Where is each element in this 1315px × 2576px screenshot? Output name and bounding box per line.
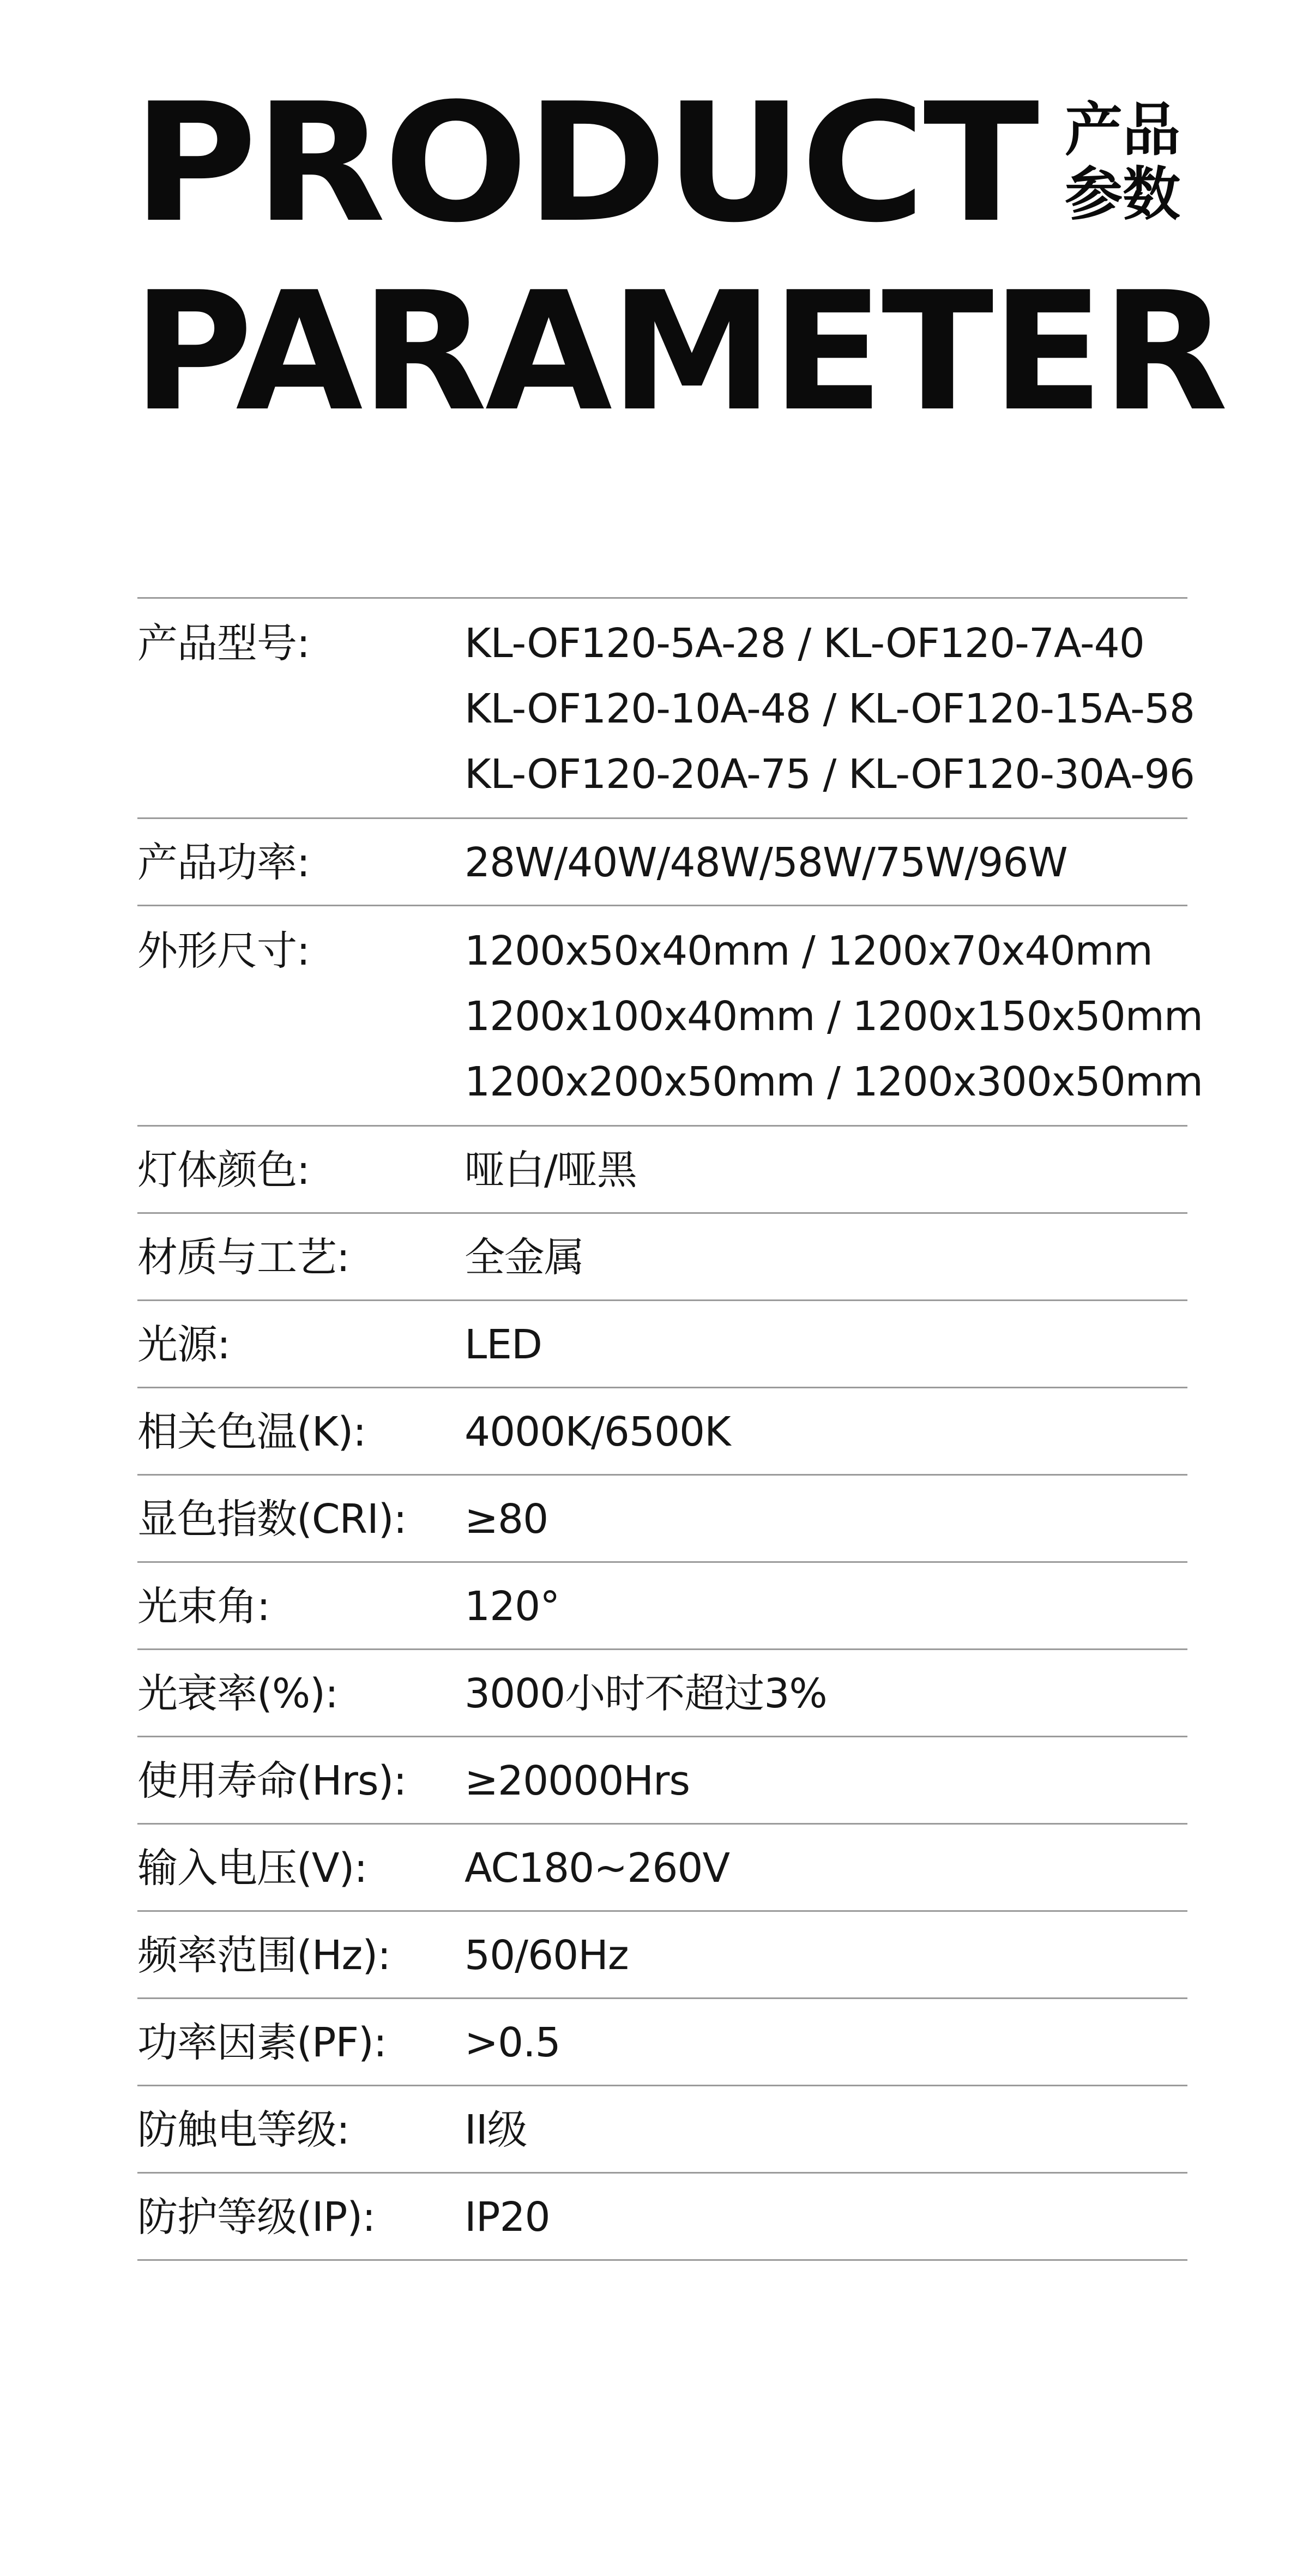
- spec-row: [137, 2174, 1187, 2261]
- spec-label: 材质与工艺:: [137, 1234, 349, 1281]
- spec-values: [465, 1486, 1187, 1552]
- spec-value: 1200x100x40mm / 1200x150x50mm: [465, 993, 1203, 1040]
- spec-value: 28W/40W/48W/58W/75W/96W: [465, 839, 1067, 886]
- spec-values: [465, 1312, 1187, 1377]
- spec-value: IP20: [465, 2194, 550, 2241]
- spec-value: KL-OF120-10A-48 / KL-OF120-15A-58: [465, 685, 1195, 732]
- spec-label: 相关色温(K):: [137, 1409, 366, 1455]
- spec-values: [465, 830, 1187, 895]
- spec-row: [137, 1650, 1187, 1737]
- spec-row: [137, 1737, 1187, 1825]
- spec-row: [137, 1214, 1187, 1301]
- spec-row: [137, 1999, 1187, 2086]
- spec-row: [137, 599, 1195, 819]
- spec-label: 光束角:: [137, 1583, 270, 1630]
- spec-row: [137, 906, 1203, 1127]
- spec-values: [465, 1923, 1187, 1988]
- spec-label: 光源:: [137, 1321, 230, 1368]
- spec-values: [465, 1835, 1187, 1901]
- spec-value: LED: [465, 1321, 542, 1368]
- spec-label: 灯体颜色:: [137, 1147, 310, 1194]
- title-chinese-line2: 参数: [1065, 161, 1180, 228]
- spec-value: II级: [465, 2106, 527, 2153]
- spec-label: 使用寿命(Hrs):: [137, 1758, 407, 1804]
- spec-values: [465, 1748, 1187, 1814]
- title-product: PRODUCT: [132, 68, 1037, 258]
- spec-values: [465, 611, 1195, 807]
- spec-value: 120°: [465, 1583, 560, 1630]
- spec-row: [137, 1127, 1187, 1214]
- spec-values: [465, 1225, 1187, 1290]
- spec-values: [465, 1137, 1187, 1203]
- spec-row: [137, 1825, 1187, 1912]
- spec-row: [137, 1301, 1187, 1388]
- spec-label: 光衰率(%):: [137, 1670, 338, 1717]
- spec-label: 产品功率:: [137, 839, 310, 886]
- page-header: [132, 68, 1226, 447]
- spec-value: 1200x50x40mm / 1200x70x40mm: [465, 928, 1153, 974]
- spec-value: KL-OF120-20A-75 / KL-OF120-30A-96: [465, 751, 1195, 798]
- spec-row: [137, 2086, 1187, 2174]
- spec-values: [465, 1574, 1187, 1639]
- spec-row: [137, 1388, 1187, 1476]
- spec-row: [137, 1476, 1187, 1563]
- spec-label: 功率因素(PF):: [137, 2019, 387, 2066]
- spec-values: [465, 918, 1203, 1115]
- spec-label: 频率范围(Hz):: [137, 1932, 391, 1979]
- spec-row: [137, 819, 1187, 906]
- title-parameter: PARAMETER: [132, 257, 1226, 447]
- spec-label: 显色指数(CRI):: [137, 1496, 407, 1543]
- spec-value: 哑白/哑黑: [465, 1147, 637, 1194]
- spec-table: [137, 597, 1203, 2261]
- spec-values: [465, 2184, 1187, 2250]
- spec-value: >0.5: [465, 2019, 560, 2066]
- spec-value: 1200x200x50mm / 1200x300x50mm: [465, 1058, 1203, 1105]
- spec-row: [137, 1563, 1187, 1650]
- spec-label: 产品型号:: [137, 620, 310, 667]
- spec-row: [137, 1912, 1187, 1999]
- spec-label: 外形尺寸:: [137, 928, 310, 974]
- spec-value: AC180~260V: [465, 1845, 730, 1892]
- spec-value: 4000K/6500K: [465, 1409, 731, 1455]
- spec-label: 输入电压(V):: [137, 1845, 367, 1892]
- spec-value: KL-OF120-5A-28 / KL-OF120-7A-40: [465, 620, 1144, 667]
- title-chinese-line1: 产品: [1065, 97, 1180, 164]
- spec-values: [465, 2097, 1187, 2163]
- title-chinese: [1063, 98, 1183, 227]
- spec-value: 全金属: [465, 1234, 584, 1281]
- spec-value: 50/60Hz: [465, 1932, 629, 1979]
- spec-values: [465, 2010, 1187, 2075]
- spec-label: 防触电等级:: [137, 2106, 349, 2153]
- spec-value: ≥20000Hrs: [465, 1758, 690, 1804]
- spec-label: 防护等级(IP):: [137, 2194, 376, 2241]
- spec-values: [465, 1399, 1187, 1465]
- spec-value: ≥80: [465, 1496, 548, 1543]
- spec-values: [465, 1661, 1187, 1726]
- spec-value: 3000小时不超过3%: [465, 1670, 827, 1717]
